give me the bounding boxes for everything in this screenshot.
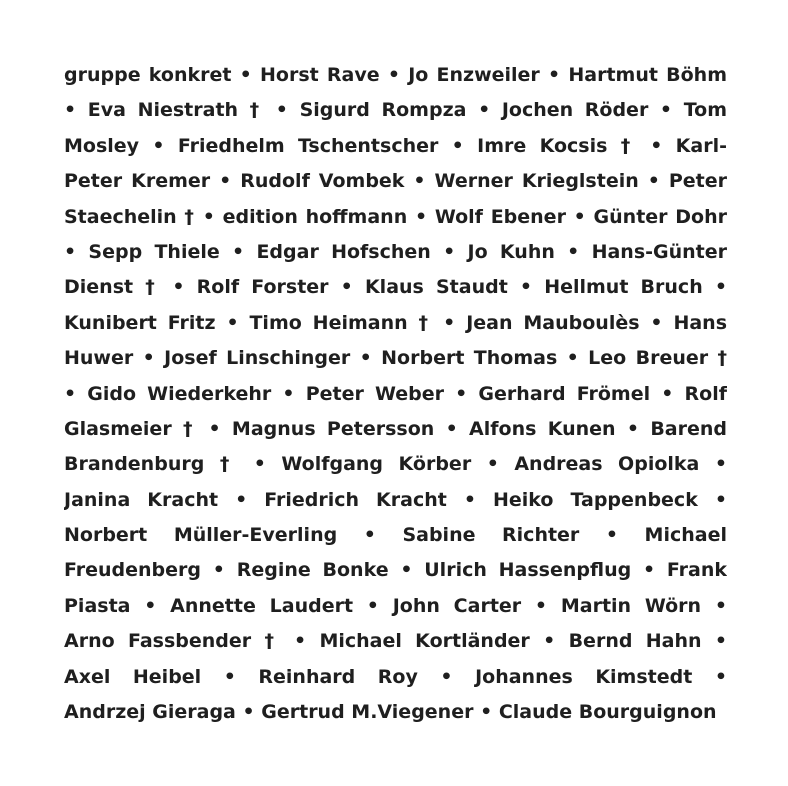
artist-list-line: Glasmeier † • Magnus Petersson • Alfons Kunen • Barend bbox=[64, 417, 727, 440]
artist-list-line: Freudenberg • Regine Bonke • Ulrich Hassenpflug • Frank bbox=[64, 559, 727, 582]
artist-list-line: Janina Kracht • Friedrich Kracht • Heiko Tappenbeck • bbox=[64, 488, 727, 511]
artist-list-line: Axel Heibel • Reinhard Roy • Johannes Kimstedt • bbox=[64, 665, 727, 688]
artist-list bbox=[64, 58, 727, 730]
artist-list-line: Norbert Müller-Everling • Sabine Richter • Michael bbox=[64, 524, 727, 547]
artist-list-line: • Eva Niestrath † • Sigurd Rompza • Jochen Röder • Tom bbox=[64, 99, 727, 122]
artist-list-line: Staechelin † • edition hoffmann • Wolf Ebener • Günter Dohr bbox=[64, 205, 727, 228]
artist-list-line: gruppe konkret • Horst Rave • Jo Enzweiler • Hartmut Böhm bbox=[64, 64, 727, 86]
artist-list-line: Kunibert Fritz • Timo Heimann † • Jean Mauboulès • Hans bbox=[64, 311, 727, 334]
artist-list-line: Piasta • Annette Laudert • John Carter • Martin Wörn • bbox=[64, 594, 727, 617]
artist-list-line: Huwer • Josef Linschinger • Norbert Thomas • Leo Breuer † bbox=[64, 347, 727, 370]
artist-list-line: Arno Fassbender † • Michael Kortländer • Bernd Hahn • bbox=[64, 630, 727, 653]
artist-list-line: Andrzej Gieraga • Gertrud M.Viegener • Claude Bourguignon bbox=[64, 701, 717, 724]
artist-list-line: Brandenburg † • Wolfgang Körber • Andreas Opiolka • bbox=[64, 453, 727, 476]
artist-list-line: Dienst † • Rolf Forster • Klaus Staudt • Hellmut Bruch • bbox=[64, 276, 727, 299]
artist-list-line: • Sepp Thiele • Edgar Hofschen • Jo Kuhn • Hans-Günter bbox=[64, 240, 727, 263]
artist-list-line: Mosley • Friedhelm Tschentscher • Imre Kocsis † • Karl- bbox=[64, 134, 727, 157]
artist-list-line: • Gido Wiederkehr • Peter Weber • Gerhard Frömel • Rolf bbox=[64, 382, 727, 405]
artist-list-line: Peter Kremer • Rudolf Vombek • Werner Krieglstein • Peter bbox=[64, 170, 727, 193]
